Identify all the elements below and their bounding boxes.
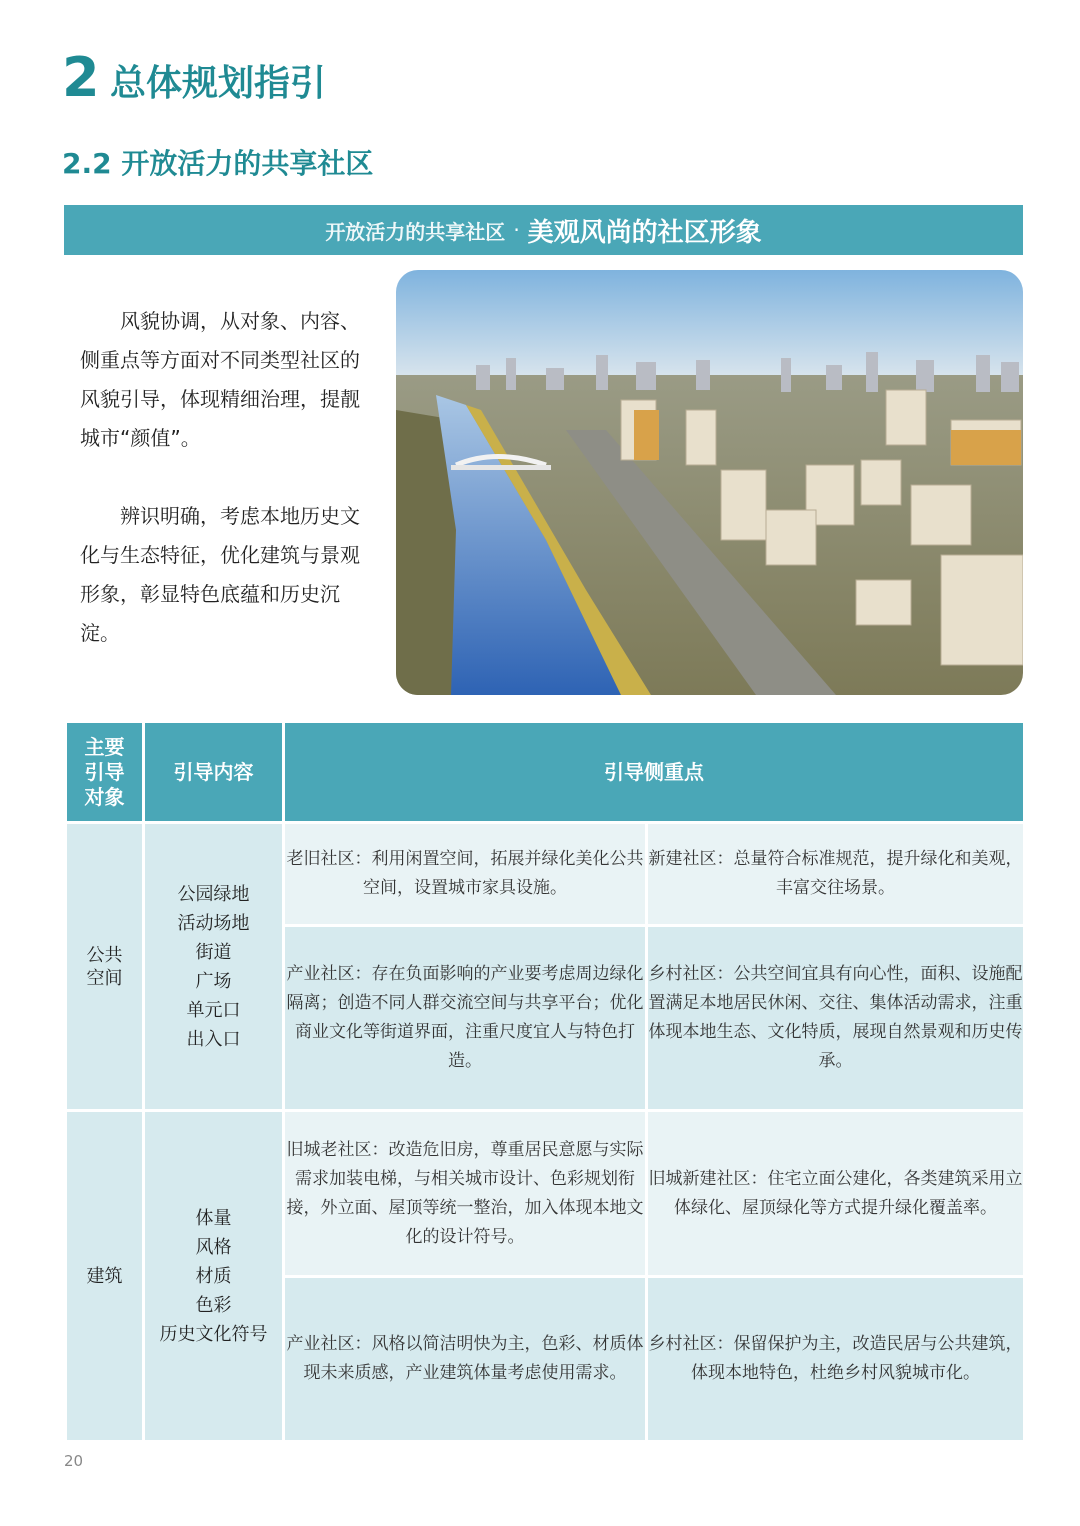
section-banner [64,205,1023,255]
header-target: 主要引导对象 [66,722,144,823]
row-content-public-space: 公园绿地 活动场地 街道 广场 单元口 出入口 [144,823,284,1111]
focus-cell: 老旧社区：利用闲置空间，拓展并绿化美化公共空间，设置城市家具设施。 [284,823,647,926]
banner-title: 美观风尚的社区形象 [527,217,762,248]
intro-paragraph-2: 辨识明确，考虑本地历史文化与生态特征，优化建筑与景观形象，彰显特色底蕴和历史沉淀。 [80,504,360,645]
page-number: 20 [64,1452,84,1470]
focus-cell: 旧城老社区：改造危旧房，尊重居民意愿与实际需求加装电梯，与相关城市设计、色彩规划衔接，外立面、屋顶等统一整治，加入体现本地文化的设计符号。 [284,1111,647,1277]
header-content: 引导内容 [144,722,284,823]
focus-cell: 乡村社区：公共空间宜具有向心性，面积、设施配置满足本地居民休闲、交往、集体活动需求，注重体现本地生态、文化特质，展现自然景观和历史传承。 [647,926,1025,1111]
section-title: 2.2 开放活力的共享社区 [62,147,374,180]
guidance-table [64,720,1026,1443]
row-target-public-space: 公共空间 [66,823,144,1111]
focus-cell: 旧城新建社区：住宅立面公建化，各类建筑采用立体绿化、屋顶绿化等方式提升绿化覆盖率。 [647,1111,1025,1277]
focus-cell: 产业社区：风格以简洁明快为主，色彩、材质体现未来质感，产业建筑体量考虑使用需求。 [284,1277,647,1442]
focus-cell: 乡村社区：保留保护为主，改造民居与公共建筑，体现本地特色，杜绝乡村风貌城市化。 [647,1277,1025,1442]
header-focus: 引导侧重点 [284,722,1025,823]
row-target-building: 建筑 [66,1111,144,1442]
focus-cell: 产业社区：存在负面影响的产业要考虑周边绿化隔离；创造不同人群交流空间与共享平台；优化商业文化等街道界面，注重尺度宜人与特色打造。 [284,926,647,1111]
city-aerial-photo [396,270,1023,695]
chapter-title: 总体规划指引 [110,63,327,104]
row-content-building: 体量 风格 材质 色彩 历史文化符号 [144,1111,284,1442]
chapter-number: 2 [62,46,100,109]
banner-small-text: 开放活力的共享社区 [325,219,506,244]
focus-cell: 新建社区：总量符合标准规范，提升绿化和美观，丰富交往场景。 [647,823,1025,926]
intro-text [80,302,372,692]
intro-paragraph-1: 风貌协调，从对象、内容、侧重点等方面对不同类型社区的风貌引导，体现精细治理，提靓城市“颜值”。 [80,309,360,450]
banner-separator: · [513,218,520,242]
